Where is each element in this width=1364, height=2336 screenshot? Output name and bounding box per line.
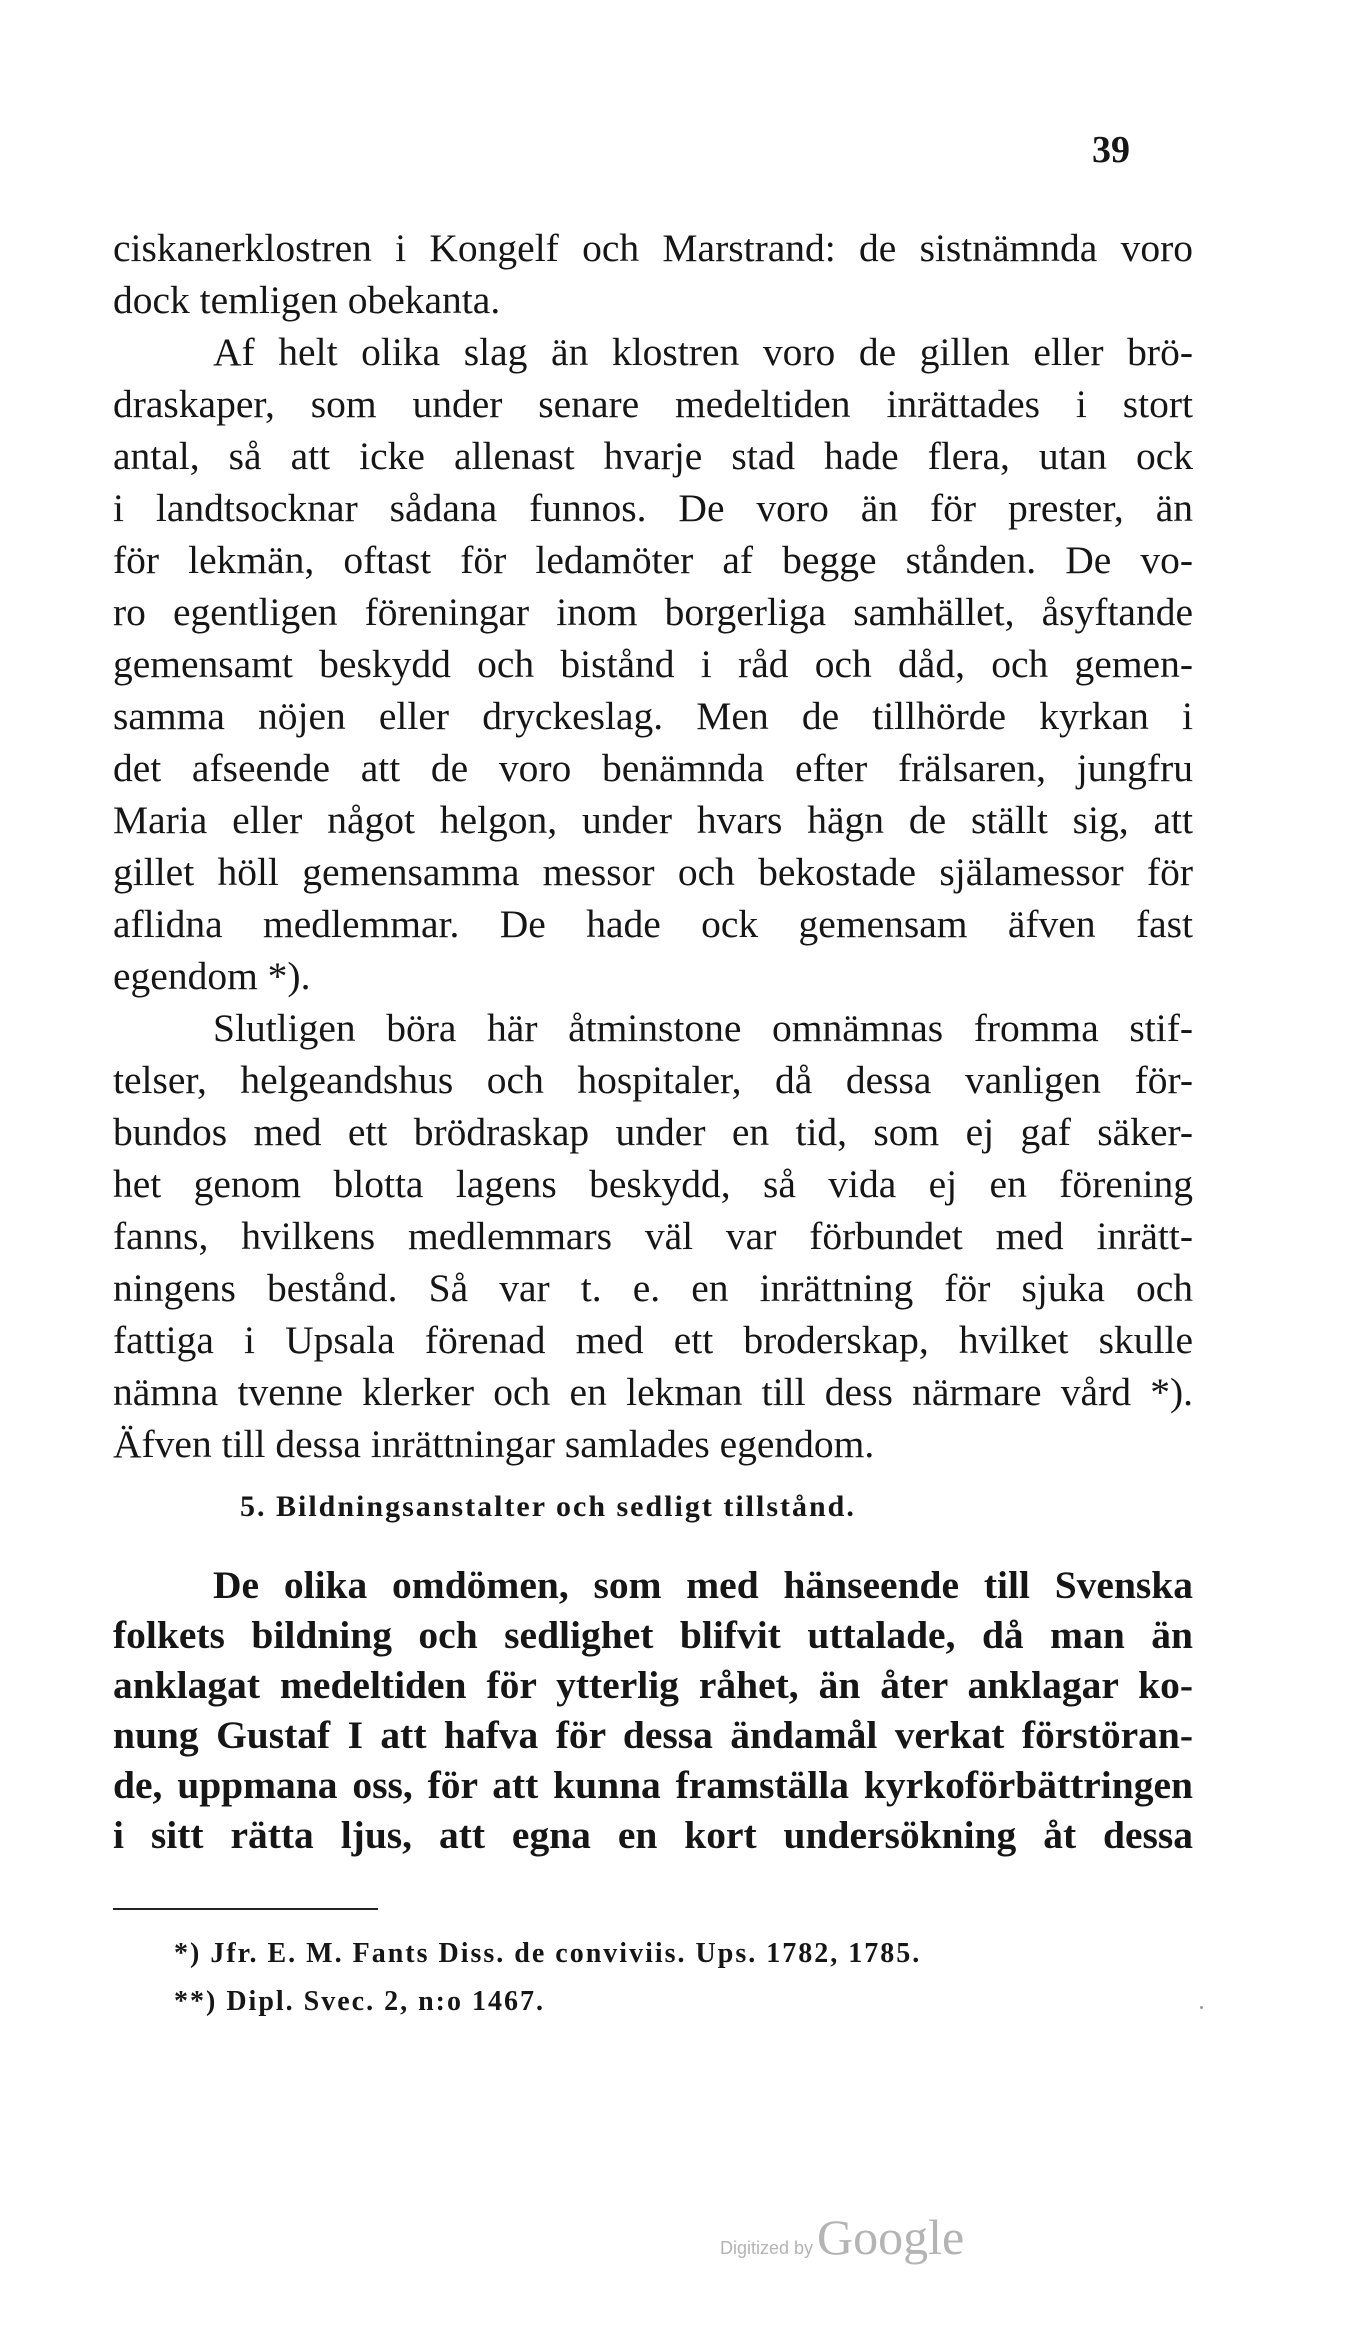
scan-speck: [1200, 2006, 1203, 2009]
text-line: Af helt olika slag än klostren voro de gillen eller brö-: [213, 330, 1193, 374]
footnotes: [174, 1930, 921, 2026]
text-line: telser, helgeandshus och hospitaler, då dessa vanligen för-: [113, 1058, 1193, 1102]
page-number: 39: [1092, 129, 1130, 171]
text-line: Maria eller något helgon, under hvars hägn de ställt sig, att: [113, 798, 1193, 842]
footnote: *) Jfr. E. M. Fants Diss. de conviviis. Ups. 1782, 1785.: [174, 1938, 922, 1969]
text-line: ningens bestånd. Så var t. e. en inrättning för sjuka och: [113, 1266, 1193, 1310]
text-line: antal, så att icke allenast hvarje stad hade flera, utan ock: [113, 434, 1193, 478]
text-line: i sitt rätta ljus, att egna en kort undersökning åt dessa: [113, 1813, 1193, 1857]
text-line: dock temligen obekanta.: [113, 278, 501, 322]
text-line: aflidna medlemmar. De hade ock gemensam äfven fast: [113, 902, 1193, 946]
text-line: ro egentligen föreningar inom borgerliga samhället, åsyftande: [113, 590, 1193, 634]
text-line: de, uppmana oss, för att kunna framställa kyrkoförbättringen: [113, 1763, 1193, 1807]
footnote-divider: [113, 1908, 378, 1910]
text-line: folkets bildning och sedlighet blifvit uttalade, då man än: [113, 1613, 1193, 1657]
text-line: bundos med ett brödraskap under en tid, som ej gaf säker-: [113, 1110, 1193, 1154]
footnote: **) Dipl. Svec. 2, n:o 1467.: [174, 1986, 545, 2017]
body-text-section-2: [113, 1560, 1193, 1860]
text-line: draskaper, som under senare medeltiden inrättades i stort: [113, 382, 1193, 426]
text-line: Slutligen böra här åtminstone omnämnas fromma stif-: [213, 1006, 1193, 1050]
text-line: De olika omdömen, som med hänseende till Svenska: [213, 1563, 1193, 1607]
text-line: i landtsocknar sådana funnos. De voro än för prester, än: [113, 486, 1193, 530]
text-line: samma nöjen eller dryckeslag. Men de tillhörde kyrkan i: [113, 694, 1193, 738]
text-line: Äfven till dessa inrättningar samlades egendom.: [113, 1422, 875, 1466]
text-line: gillet höll gemensamma messor och bekostade själamessor för: [113, 850, 1193, 894]
text-line: het genom blotta lagens beskydd, så vida ej en förening: [113, 1162, 1193, 1206]
body-text-section-1: [113, 222, 1193, 1470]
digitized-watermark: [720, 2208, 964, 2266]
text-line: för lekmän, oftast för ledamöter af begge stånden. De vo-: [113, 538, 1193, 582]
text-line: gemensamt beskydd och bistånd i råd och dåd, och gemen-: [113, 642, 1193, 686]
text-line: egendom *).: [113, 954, 311, 998]
text-line: fanns, hvilkens medlemmars väl var förbundet med inrätt-: [113, 1214, 1193, 1258]
watermark-prefix: Digitized by: [720, 2238, 814, 2258]
text-line: fattiga i Upsala förenad med ett broderskap, hvilket skulle: [113, 1318, 1193, 1362]
text-line: det afseende att de voro benämnda efter frälsaren, jungfru: [113, 746, 1193, 790]
section-heading: 5. Bildningsanstalter och sedligt tillstånd.: [240, 1490, 856, 1523]
text-line: nämna tvenne klerker och en lekman till dess närmare vård *).: [113, 1370, 1193, 1414]
text-line: nung Gustaf I att hafva för dessa ändamål verkat förstöran-: [113, 1713, 1193, 1757]
text-line: ciskanerklostren i Kongelf och Marstrand: de sistnämnda voro: [113, 226, 1193, 270]
text-line: anklagat medeltiden för ytterlig råhet, än åter anklagar ko-: [113, 1663, 1193, 1707]
google-logo: Google: [817, 2209, 965, 2265]
